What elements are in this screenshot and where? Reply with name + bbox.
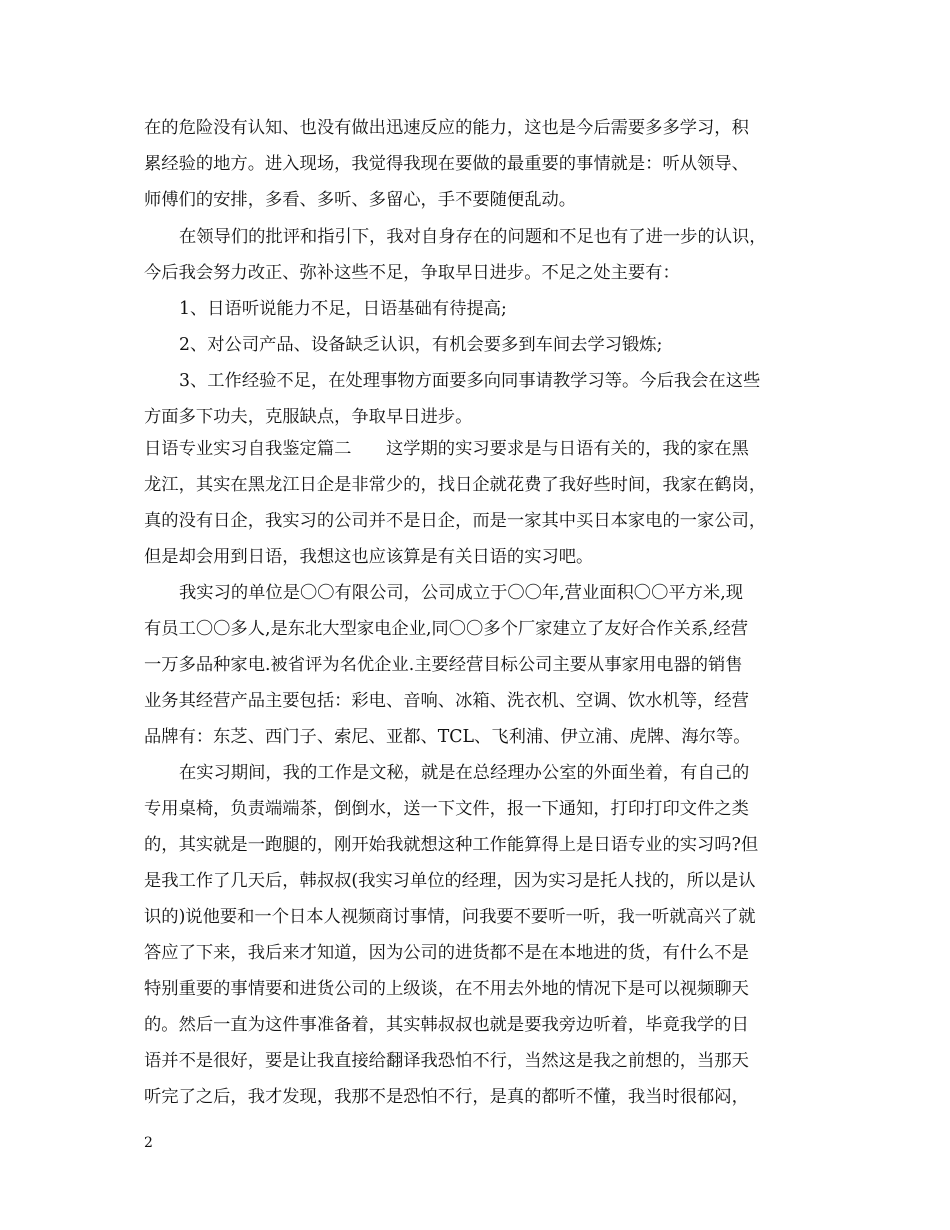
text-line: 的，其实就是一跑腿的，刚开始我就想这种工作能算得上是日语专业的实习吗?但 — [144, 835, 759, 855]
text-line: 听完了之后，我才发现，我那不是恐怕不行，是真的都听不懂，我当时很郁闷， — [144, 1087, 749, 1107]
text-line: 方面多下功夫，克服缺点，争取早日进步。 — [144, 407, 473, 427]
text-line: 有员工〇〇多人,是东北大型家电企业,同〇〇多个厂家建立了友好合作关系,经营 — [144, 619, 749, 639]
text-line: 在的危险没有认知、也没有做出迅速反应的能力，这也是今后需要多多学习，积 — [144, 118, 749, 138]
text-line: 师傅们的安排，多看、多听、多留心，手不要随便乱动。 — [144, 190, 577, 210]
page-number: 2 — [144, 1135, 153, 1151]
paragraph-start: 在领导们的批评和指引下，我对自身存在的问题和不足也有了进一步的认识， — [179, 227, 767, 247]
section-heading-line: 日语专业实习自我鉴定篇二 这学期的实习要求是与日语有关的，我的家在黑 — [144, 439, 749, 459]
paragraph-start: 我实习的单位是〇〇有限公司，公司成立于〇〇年,营业面积〇〇平方米,现 — [179, 583, 743, 603]
text-line: 专用桌椅，负责端端茶，倒倒水，送一下文件，报一下通知，打印打印文件之类 — [144, 799, 749, 819]
text-line: 龙江，其实在黑龙江日企是非常少的，找日企就花费了我好些时间，我家在鹤岗， — [144, 475, 767, 495]
text-line: 的。然后一直为这件事准备着，其实韩叔叔也就是要我旁边听着，毕竟我学的日 — [144, 1015, 749, 1035]
text-line: 真的没有日企，我实习的公司并不是日企，而是一家其中买日本家电的一家公司， — [144, 511, 767, 531]
text-line: 今后我会努力改正、弥补这些不足，争取早日进步。不足之处主要有： — [144, 263, 680, 283]
list-item: 1、日语听说能力不足，日语基础有待提高; — [179, 299, 507, 319]
list-item: 2、对公司产品、设备缺乏认识，有机会要多到车间去学习锻炼; — [179, 335, 663, 355]
text-line: 答应了下来，我后来才知道，因为公司的进货都不是在本地进的货，有什么不是 — [144, 943, 749, 963]
text-line: 品牌有：东芝、西门子、索尼、亚都、TCL、飞利浦、伊立浦、虎牌、海尔等。 — [144, 727, 751, 747]
text-line: 累经验的地方。进入现场，我觉得我现在要做的最重要的事情就是：听从领导、 — [144, 154, 749, 174]
list-item: 3、工作经验不足，在处理事物方面要多向同事请教学习等。今后我会在这些 — [179, 371, 761, 391]
paragraph-start: 在实习期间，我的工作是文秘，就是在总经理办公室的外面坐着，有自己的 — [179, 763, 750, 783]
text-line: 但是却会用到日语，我想这也应该算是有关日语的实习吧。 — [144, 547, 594, 567]
text-line: 业务其经营产品主要包括：彩电、音响、冰箱、洗衣机、空调、饮水机等，经营 — [144, 691, 749, 711]
text-line: 是我工作了几天后，韩叔叔(我实习单位的经理，因为实习是托人找的，所以是认 — [144, 871, 756, 891]
text-line: 识的)说他要和一个日本人视频商讨事情，问我要不要听一听，我一听就高兴了就 — [144, 907, 756, 927]
text-line: 特别重要的事情要和进货公司的上级谈，在不用去外地的情况下是可以视频聊天 — [144, 979, 749, 999]
text-line: 一万多品种家电.被省评为名优企业.主要经营目标公司主要从事家用电器的销售 — [144, 655, 743, 675]
text-line: 语并不是很好，要是让我直接给翻译我恐怕不行，当然这是我之前想的，当那天 — [144, 1051, 749, 1071]
